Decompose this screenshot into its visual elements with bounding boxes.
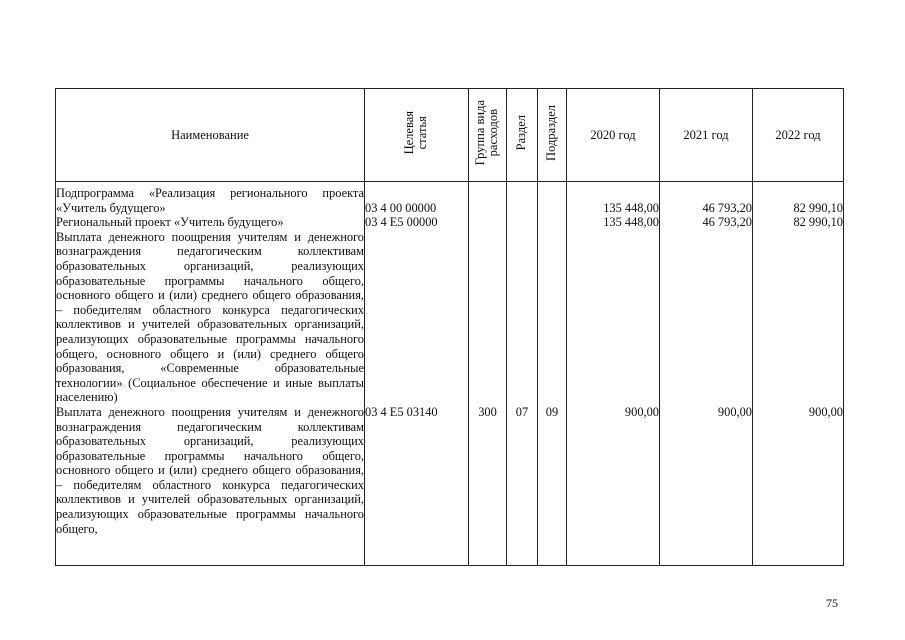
header-expense-group-line2: расходов: [486, 109, 501, 157]
row-name: Подпрограмма «Реализация регионального проекта «Учитель будущего»: [56, 186, 364, 215]
row-value-2020: 135 448,00: [603, 215, 659, 230]
table-body-row: [56, 182, 844, 566]
row-code: 03 4 E5 03140: [365, 404, 438, 419]
row-code: 03 4 E5 00000: [365, 215, 438, 230]
year-2021-column: [660, 182, 753, 566]
row-value-2022: 82 990,10: [793, 215, 843, 230]
row-value-2021: 900,00: [717, 404, 752, 419]
row-section: 07: [515, 404, 529, 419]
header-expense-group: [469, 89, 507, 182]
row-name: Региональный проект «Учитель будущего»: [56, 215, 284, 230]
row-value-2021: 46 793,20: [702, 215, 752, 230]
budget-table: [55, 88, 844, 566]
year-2022-column: [753, 182, 844, 566]
row-subsection: 09: [545, 404, 559, 419]
row-name: Выплата денежного поощрения учителям и денежного вознаграждения педагогическим коллективам образовательных организаций, реализующих образовательные программы начального общего, основного общего и (или) среднего общего образования, – победителям областного конкурса педагогических коллективов и учителей образовательных организаций, реализующих образовательные программы начального общего, основного общего и (или) среднего общего образования, «Современные образовательные технологии» (Социальное обеспечение и иные выплаты населению): [56, 229, 364, 405]
expense-group-column: [469, 182, 507, 566]
header-target-article-line1: Целевая: [402, 111, 417, 155]
row-value-2020: 900,00: [624, 404, 659, 419]
header-target-article: [365, 89, 469, 182]
header-section: [507, 89, 538, 182]
header-2021: 2021 год: [660, 89, 753, 182]
row-code: 03 4 00 00000: [365, 200, 437, 215]
header-expense-group-line1: Группа вида: [473, 100, 488, 166]
year-2020-column: [567, 182, 660, 566]
header-subsection-label: Подраздел: [544, 105, 559, 161]
row-value-2020: 135 448,00: [603, 200, 659, 215]
row-name: Выплата денежного поощрения учителям и денежного вознаграждения педагогическим коллективам образовательных организаций, реализующих образовательные программы начального общего, основного общего и (или) среднего общего образования, – победителям областного конкурса педагогических коллективов и учителей образовательных организаций, реализующих образовательные программы начального общего,: [56, 404, 364, 536]
row-value-2021: 46 793,20: [702, 200, 752, 215]
row-value-2022: 900,00: [808, 404, 843, 419]
header-2020: 2020 год: [567, 89, 660, 182]
subsection-column: [538, 182, 567, 566]
header-name: Наименование: [56, 89, 365, 182]
row-expense-group: 300: [478, 404, 497, 419]
section-column: [507, 182, 538, 566]
row-value-2022: 82 990,10: [793, 200, 843, 215]
table-header-row: [56, 89, 844, 182]
header-section-label: Раздел: [514, 115, 529, 151]
header-subsection: [538, 89, 567, 182]
name-column: [56, 182, 365, 566]
page-number: 75: [826, 596, 838, 610]
header-target-article-line2: статья: [415, 116, 430, 150]
target-article-column: [365, 182, 469, 566]
header-2022: 2022 год: [753, 89, 844, 182]
